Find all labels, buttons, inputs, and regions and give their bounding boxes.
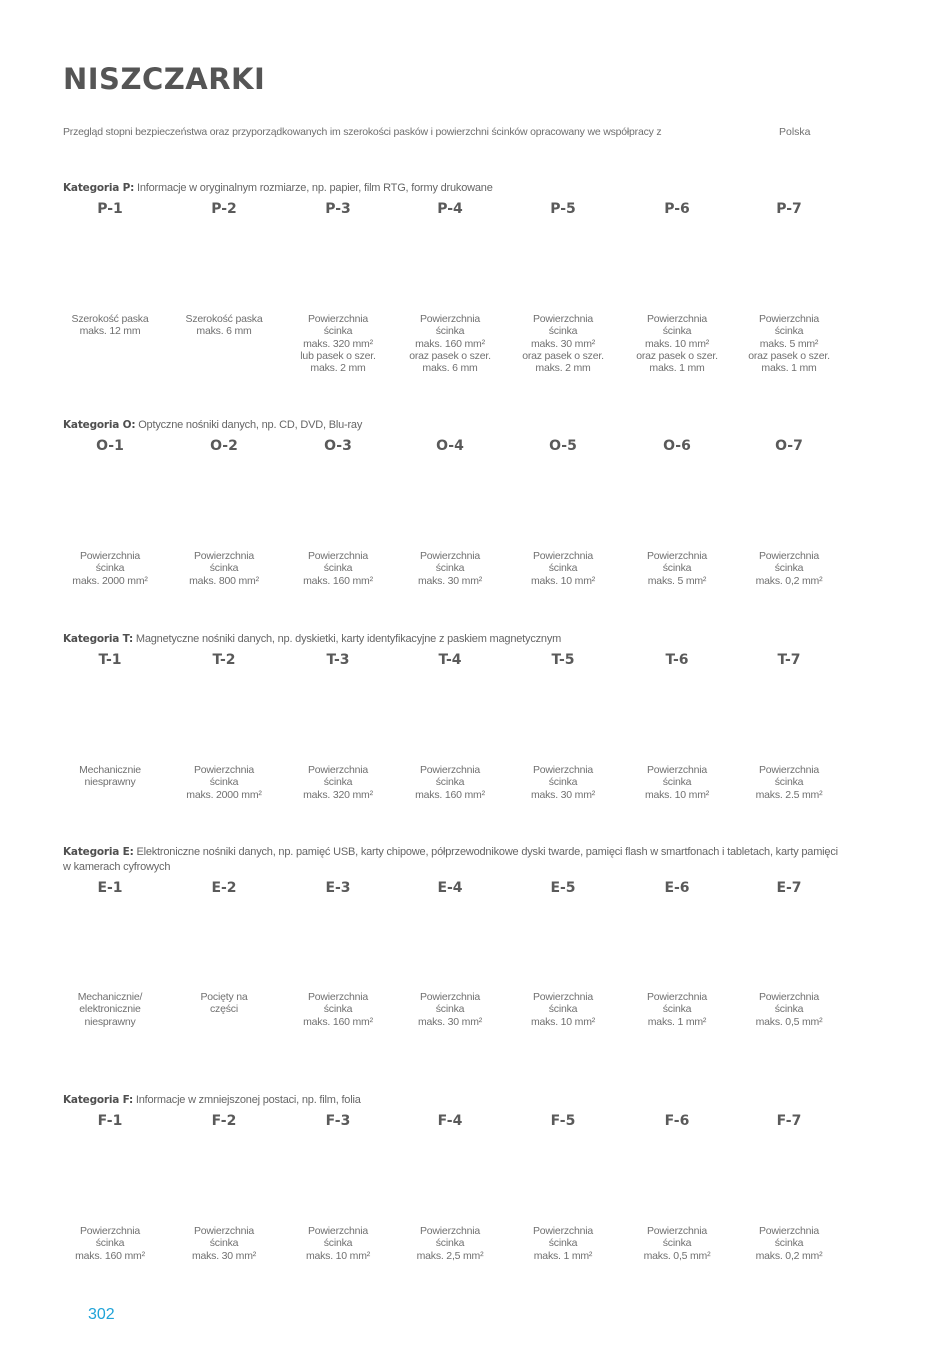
category-heading — [63, 845, 843, 875]
level-code: T-6 — [665, 652, 689, 668]
level-description: Powierzchnia ścinka maks. 2,5 mm² — [416, 1225, 484, 1262]
level-code: O-1 — [96, 438, 124, 454]
level-code: T-4 — [438, 652, 462, 668]
level-description: Powierzchnia ścinka maks. 2000 mm² — [186, 764, 262, 801]
level-description: Powierzchnia ścinka maks. 160 mm² — [415, 764, 485, 801]
level-code: T-7 — [777, 652, 801, 668]
level-description: Powierzchnia ścinka maks. 30 mm² — [417, 550, 483, 587]
level-description: Powierzchnia ścinka maks. 320 mm² lub pasek o szer. maks. 2 mm — [300, 313, 376, 375]
intro-country: Polska — [779, 126, 811, 138]
category-description: Informacje w oryginalnym rozmiarze, np. papier, film RTG, formy drukowane — [136, 182, 493, 194]
level-code: P-4 — [437, 201, 463, 217]
level-description: Powierzchnia ścinka maks. 800 mm² — [189, 550, 259, 587]
level-description: Powierzchnia ścinka maks. 30 mm² oraz pasek o szer. maks. 2 mm — [522, 313, 604, 375]
level-code: P-2 — [211, 201, 237, 217]
level-code: E-2 — [211, 880, 237, 896]
page-title: NISZCZARKI — [63, 62, 266, 96]
level-description: Szerokość paska maks. 6 mm — [185, 313, 263, 338]
level-description: Powierzchnia ścinka maks. 160 mm² oraz pasek o szer. maks. 6 mm — [409, 313, 491, 375]
level-description: Powierzchnia ścinka maks. 160 mm² — [303, 991, 373, 1028]
level-description: Powierzchnia ścinka maks. 0,5 mm² — [755, 991, 823, 1028]
level-code: O-7 — [775, 438, 803, 454]
category-label: Kategoria F: — [63, 1094, 134, 1106]
level-code: E-4 — [437, 880, 463, 896]
level-description: Powierzchnia ścinka maks. 30 mm² — [191, 1225, 257, 1262]
category-heading — [63, 1093, 843, 1108]
level-code: P-7 — [776, 201, 802, 217]
level-code: E-5 — [550, 880, 576, 896]
level-code: T-1 — [98, 652, 122, 668]
category-label: Kategoria T: — [63, 633, 133, 645]
level-description: Powierzchnia ścinka maks. 30 mm² — [530, 764, 596, 801]
level-description: Mechanicznie/ elektronicznie niesprawny — [77, 991, 143, 1028]
level-code: F-2 — [211, 1113, 237, 1129]
level-code: F-1 — [97, 1113, 123, 1129]
level-code: P-3 — [325, 201, 351, 217]
category-label: Kategoria O: — [63, 419, 136, 431]
level-code: F-5 — [550, 1113, 576, 1129]
category-label: Kategoria E: — [63, 846, 134, 858]
level-description: Powierzchnia ścinka maks. 2.5 mm² — [755, 764, 823, 801]
level-description: Powierzchnia ścinka maks. 160 mm² — [75, 1225, 145, 1262]
page-number: 302 — [88, 1306, 115, 1323]
level-description: Pocięty na części — [200, 991, 248, 1016]
level-description: Powierzchnia ścinka maks. 10 mm² oraz pasek o szer. maks. 1 mm — [636, 313, 718, 375]
level-code: P-5 — [550, 201, 576, 217]
level-description: Powierzchnia ścinka maks. 30 mm² — [417, 991, 483, 1028]
level-description: Powierzchnia ścinka maks. 5 mm² — [646, 550, 708, 587]
level-description: Powierzchnia ścinka maks. 0,2 mm² — [755, 1225, 823, 1262]
level-code: P-1 — [97, 201, 123, 217]
level-description: Powierzchnia ścinka maks. 0,5 mm² — [643, 1225, 711, 1262]
level-description: Powierzchnia ścinka maks. 2000 mm² — [72, 550, 148, 587]
level-code: O-3 — [324, 438, 352, 454]
level-description: Powierzchnia ścinka maks. 160 mm² — [303, 550, 373, 587]
level-code: O-2 — [210, 438, 238, 454]
category-heading — [63, 632, 843, 647]
level-description: Powierzchnia ścinka maks. 10 mm² — [530, 991, 596, 1028]
level-description: Powierzchnia ścinka maks. 10 mm² — [644, 764, 710, 801]
level-code: T-3 — [326, 652, 350, 668]
level-code: E-3 — [325, 880, 351, 896]
category-heading — [63, 181, 843, 196]
level-description: Powierzchnia ścinka maks. 10 mm² — [530, 550, 596, 587]
category-description: Elektroniczne nośniki danych, np. pamięć USB, karty chipowe, półprzewodnikowe dyski twarde, pamięci flash w smartfonach i tabletach, karty pamięci w kamerach cyfrowych — [63, 846, 838, 873]
level-code: F-3 — [325, 1113, 351, 1129]
level-code: T-5 — [551, 652, 575, 668]
level-description: Powierzchnia ścinka maks. 10 mm² — [305, 1225, 371, 1262]
category-label: Kategoria P: — [63, 182, 135, 194]
level-description: Mechanicznie niesprawny — [79, 764, 141, 789]
level-code: F-7 — [776, 1113, 802, 1129]
level-description: Szerokość paska maks. 12 mm — [71, 313, 149, 338]
level-code: O-6 — [663, 438, 691, 454]
level-description: Powierzchnia ścinka maks. 0,2 mm² — [755, 550, 823, 587]
level-description: Powierzchnia ścinka maks. 320 mm² — [303, 764, 373, 801]
intro-text: Przegląd stopni bezpieczeństwa oraz przyporządkowanych im szerokości pasków i powierzchni ścinków opracowany we współpracy z — [63, 126, 662, 138]
level-description: Powierzchnia ścinka maks. 1 mm² — [646, 991, 708, 1028]
level-code: P-6 — [664, 201, 690, 217]
category-heading — [63, 418, 843, 433]
level-code: O-5 — [549, 438, 577, 454]
level-description: Powierzchnia ścinka maks. 1 mm² — [532, 1225, 594, 1262]
level-code: T-2 — [212, 652, 236, 668]
level-code: O-4 — [436, 438, 464, 454]
level-code: E-7 — [776, 880, 802, 896]
level-code: F-4 — [437, 1113, 463, 1129]
level-description: Powierzchnia ścinka maks. 5 mm² oraz pasek o szer. maks. 1 mm — [748, 313, 830, 375]
level-code: E-1 — [97, 880, 123, 896]
category-description: Magnetyczne nośniki danych, np. dyskietki, karty identyfikacyjne z paskiem magnetycznym — [135, 633, 562, 645]
category-description: Optyczne nośniki danych, np. CD, DVD, Blu-ray — [138, 419, 363, 431]
level-code: F-6 — [664, 1113, 690, 1129]
level-code: E-6 — [664, 880, 690, 896]
category-description: Informacje w zmniejszonej postaci, np. film, folia — [135, 1094, 361, 1106]
